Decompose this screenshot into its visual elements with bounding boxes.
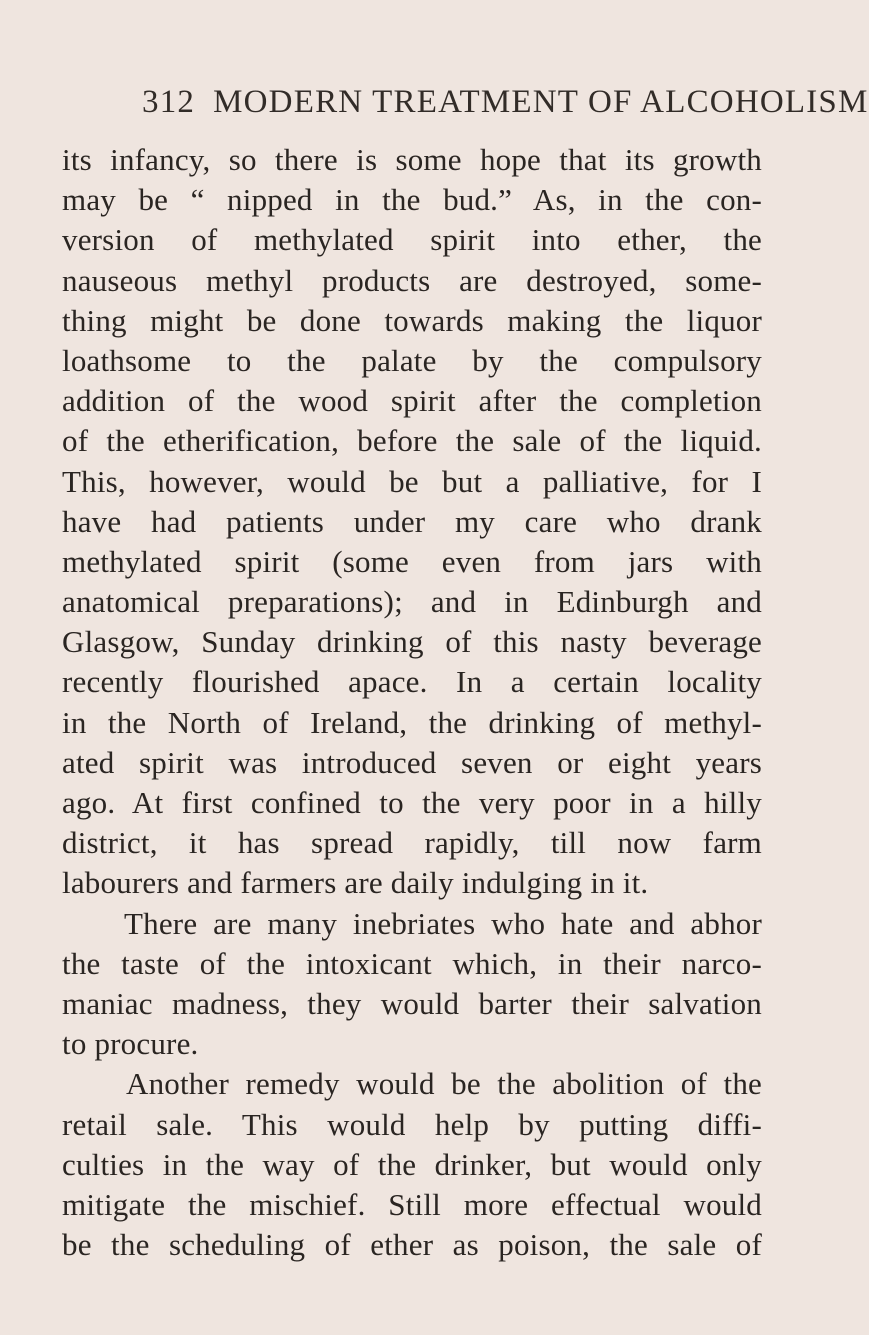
text-line: in the North of Ireland, the drinking of methyl- [62,704,762,740]
text-line: district, it has spread rapidly, till now farm [62,825,762,861]
text-line: be the scheduling of ether as poison, the sale of [62,1227,762,1263]
text-line: culties in the way of the drinker, but would only [62,1146,762,1182]
text-line: Another remedy would be the abolition of the [126,1066,762,1102]
text-line: ated spirit was introduced seven or eight years [62,744,762,780]
text-line: retail sale. This would help by putting diffi- [62,1106,762,1142]
text-line: There are many inebriates who hate and abhor [124,905,762,941]
text-line: loathsome to the palate by the compulsory [62,342,762,378]
text-line: nauseous methyl products are destroyed, some- [62,262,762,298]
text-line: the taste of the intoxicant which, in their narco- [62,945,762,981]
text-line: recently flourished apace. In a certain locality [62,664,762,700]
page-number: 312 [142,84,196,120]
running-head [142,84,869,121]
text-line: addition of the wood spirit after the completion [62,383,762,419]
running-title: MODERN TREATMENT OF ALCOHOLISM [213,84,869,120]
body-text [62,140,762,1265]
text-line: its infancy, so there is some hope that its growth [62,142,762,177]
text-line: methylated spirit (some even from jars with [62,543,762,579]
text-line: of the etherification, before the sale of the liquid. [62,423,762,459]
text-line: labourers and farmers are daily indulging in it. [62,865,649,901]
text-line: version of methylated spirit into ether, the [62,222,762,258]
text-line: This, however, would be but a palliative, for I [62,463,762,499]
text-line: maniac madness, they would barter their salvation [62,985,762,1021]
text-line: to procure. [62,1026,199,1062]
text-line: anatomical preparations); and in Edinburgh and [62,584,762,620]
text-line: ago. At first confined to the very poor in a hilly [62,785,762,820]
text-line: mitigate the mischief. Still more effectual would [62,1186,762,1222]
text-line: may be “ nipped in the bud.” As, in the con- [62,182,762,218]
text-line: have had patients under my care who drank [62,503,762,539]
text-line: Glasgow, Sunday drinking of this nasty beverage [62,624,762,660]
text-line: thing might be done towards making the liquor [62,302,762,338]
